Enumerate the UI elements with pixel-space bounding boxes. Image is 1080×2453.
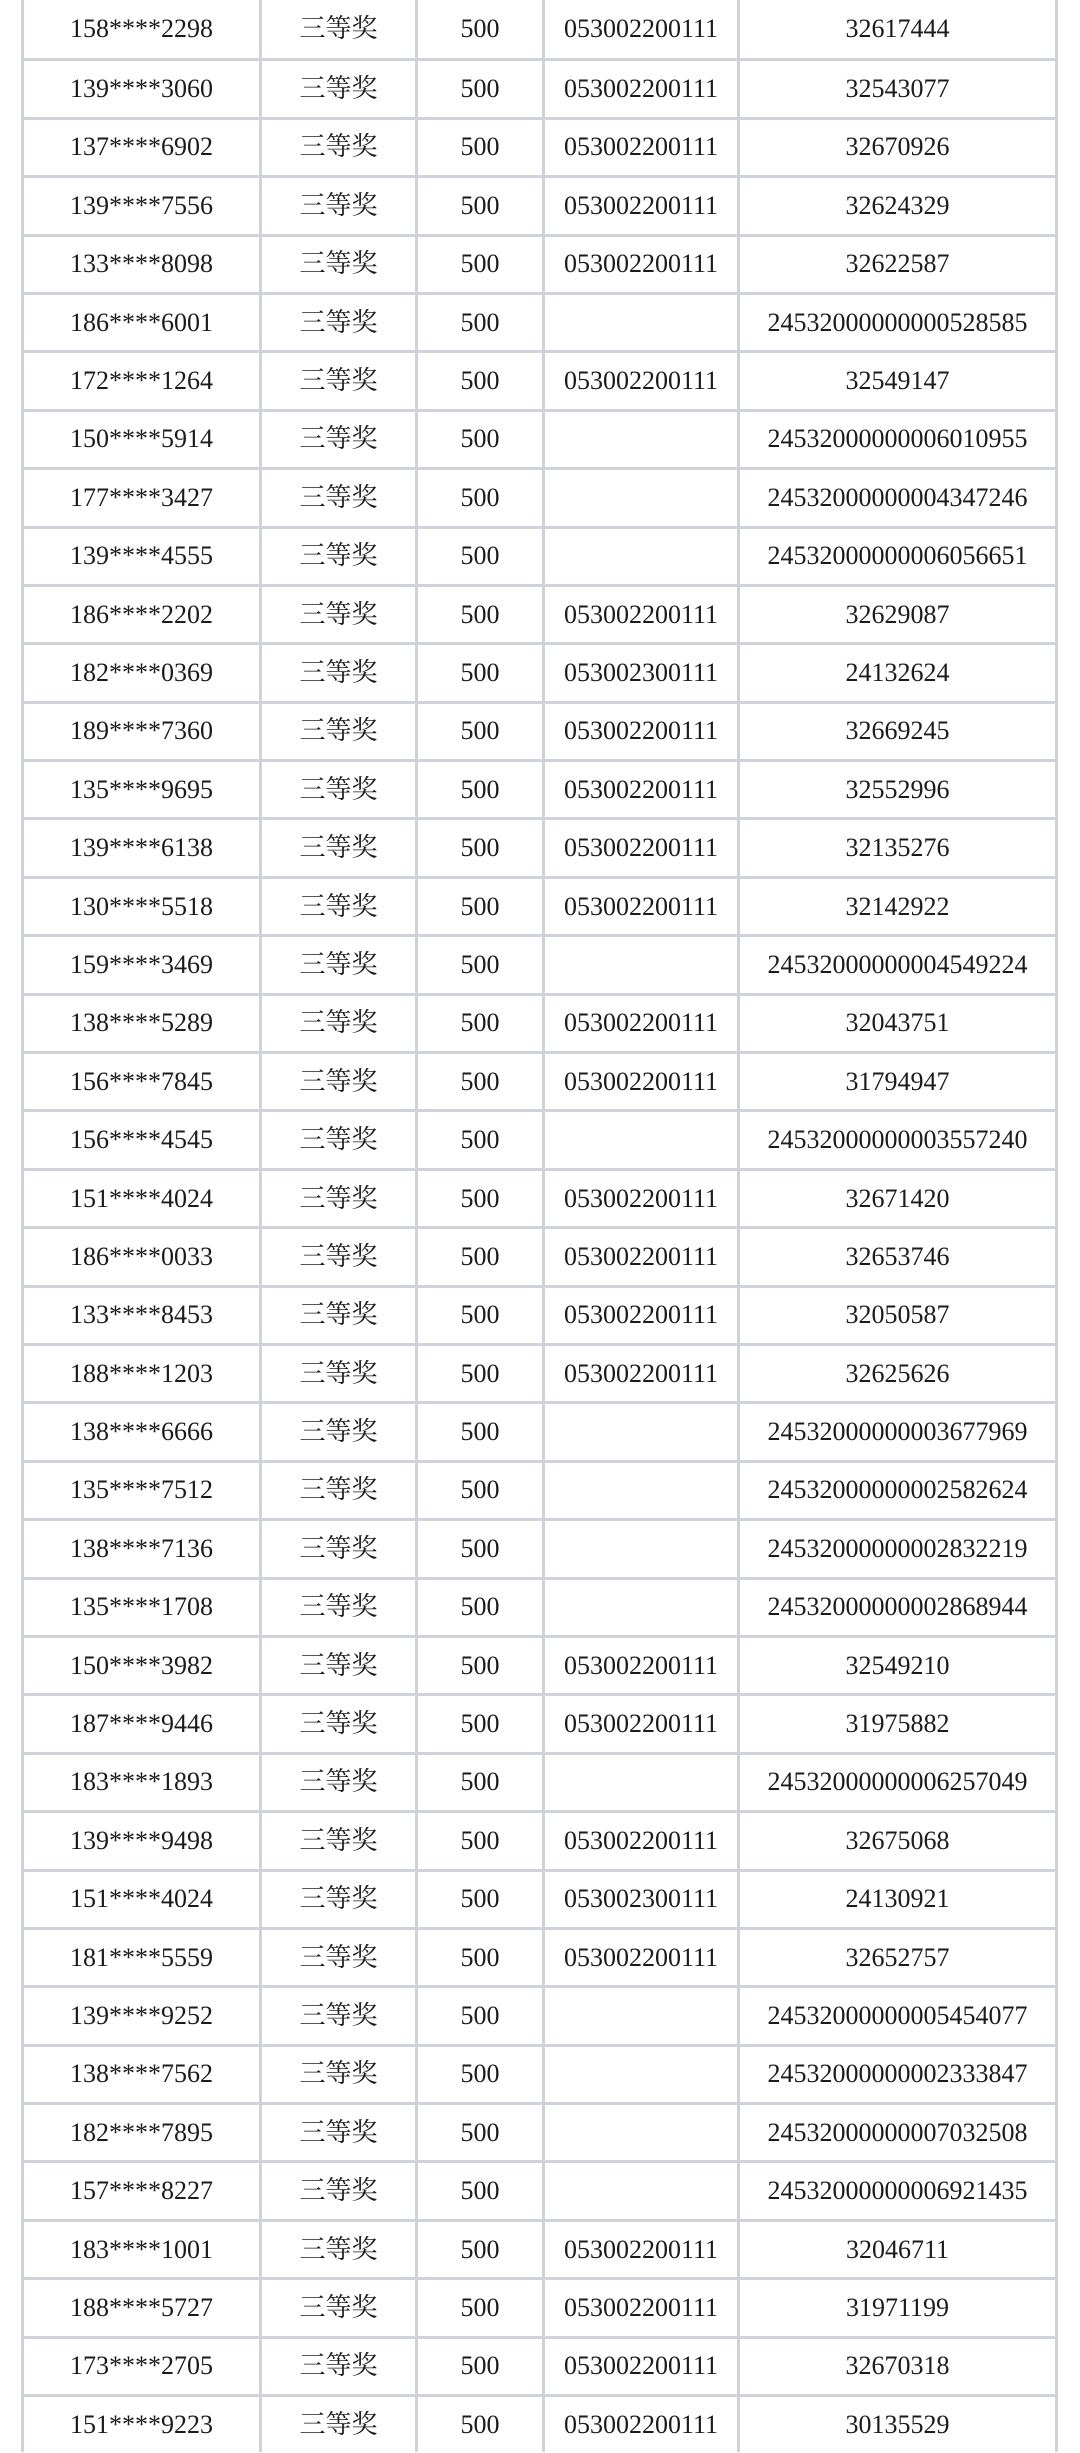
prize-level-cell: 三等奖 <box>259 237 415 292</box>
phone-cell: 139****4555 <box>21 529 259 584</box>
amount-cell: 500 <box>415 1872 542 1927</box>
number-cell: 32652757 <box>737 1930 1058 1985</box>
code-cell: 053002200111 <box>542 1171 737 1226</box>
code-cell <box>542 1112 737 1167</box>
number-cell: 24532000000005454077 <box>737 1988 1058 2043</box>
table-row <box>21 1635 1058 1693</box>
phone-cell: 188****5727 <box>21 2280 259 2335</box>
table-row <box>21 117 1058 175</box>
table-row <box>21 1577 1058 1635</box>
number-cell: 24532000000002333847 <box>737 2047 1058 2102</box>
phone-cell: 138****7562 <box>21 2047 259 2102</box>
prize-level-cell: 三等奖 <box>259 1521 415 1576</box>
prize-level-cell: 三等奖 <box>259 937 415 992</box>
prize-level-cell: 三等奖 <box>259 704 415 759</box>
phone-cell: 159****3469 <box>21 937 259 992</box>
code-cell <box>542 2105 737 2160</box>
amount-cell: 500 <box>415 237 542 292</box>
phone-cell: 156****4545 <box>21 1112 259 1167</box>
amount-cell: 500 <box>415 1171 542 1226</box>
prize-level-cell: 三等奖 <box>259 996 415 1051</box>
number-cell: 32675068 <box>737 1813 1058 1868</box>
number-cell: 32622587 <box>737 237 1058 292</box>
phone-cell: 139****9498 <box>21 1813 259 1868</box>
amount-cell: 500 <box>415 120 542 175</box>
code-cell: 053002200111 <box>542 996 737 1051</box>
amount-cell: 500 <box>415 704 542 759</box>
prize-level-cell: 三等奖 <box>259 1696 415 1751</box>
phone-cell: 139****9252 <box>21 1988 259 2043</box>
phone-cell: 186****6001 <box>21 295 259 350</box>
table-row <box>21 1985 1058 2043</box>
amount-cell: 500 <box>415 587 542 642</box>
table-row <box>21 1810 1058 1868</box>
prize-level-cell: 三等奖 <box>259 2222 415 2277</box>
amount-cell: 500 <box>415 879 542 934</box>
code-cell: 053002200111 <box>542 61 737 116</box>
code-cell: 053002200111 <box>542 0 737 58</box>
amount-cell: 500 <box>415 295 542 350</box>
table-row <box>21 642 1058 700</box>
prize-level-cell: 三等奖 <box>259 1930 415 1985</box>
number-cell: 24532000000002832219 <box>737 1521 1058 1576</box>
phone-cell: 158****2298 <box>21 0 259 58</box>
table-row <box>21 1285 1058 1343</box>
phone-cell: 138****7136 <box>21 1521 259 1576</box>
code-cell: 053002200111 <box>542 1813 737 1868</box>
table-row <box>21 1869 1058 1927</box>
phone-cell: 130****5518 <box>21 879 259 934</box>
table-row <box>21 2277 1058 2335</box>
amount-cell: 500 <box>415 1346 542 1401</box>
number-cell: 32543077 <box>737 61 1058 116</box>
prize-level-cell: 三等奖 <box>259 2163 415 2218</box>
amount-cell: 500 <box>415 2397 542 2452</box>
prize-level-cell: 三等奖 <box>259 1288 415 1343</box>
number-cell: 32050587 <box>737 1288 1058 1343</box>
number-cell: 31794947 <box>737 1054 1058 1109</box>
amount-cell: 500 <box>415 1404 542 1459</box>
code-cell: 053002200111 <box>542 2339 737 2394</box>
phone-cell: 182****7895 <box>21 2105 259 2160</box>
amount-cell: 500 <box>415 412 542 467</box>
code-cell: 053002200111 <box>542 1229 737 1284</box>
prize-level-cell: 三等奖 <box>259 1755 415 1810</box>
prize-level-cell: 三等奖 <box>259 61 415 116</box>
amount-cell: 500 <box>415 1054 542 1109</box>
prize-level-cell: 三等奖 <box>259 2047 415 2102</box>
table-row <box>21 817 1058 875</box>
code-cell: 053002300111 <box>542 1872 737 1927</box>
amount-cell: 500 <box>415 2163 542 2218</box>
code-cell: 053002200111 <box>542 587 737 642</box>
prize-level-cell: 三等奖 <box>259 1463 415 1518</box>
amount-cell: 500 <box>415 762 542 817</box>
amount-cell: 500 <box>415 1638 542 1693</box>
amount-cell: 500 <box>415 1696 542 1751</box>
phone-cell: 156****7845 <box>21 1054 259 1109</box>
number-cell: 24532000000003677969 <box>737 1404 1058 1459</box>
table-row <box>21 1927 1058 1985</box>
number-cell: 32624329 <box>737 178 1058 233</box>
code-cell <box>542 1463 737 1518</box>
amount-cell: 500 <box>415 1521 542 1576</box>
amount-cell: 500 <box>415 470 542 525</box>
table-row <box>21 2044 1058 2102</box>
amount-cell: 500 <box>415 2047 542 2102</box>
prize-level-cell: 三等奖 <box>259 762 415 817</box>
number-cell: 24532000000002582624 <box>737 1463 1058 1518</box>
amount-cell: 500 <box>415 1229 542 1284</box>
prize-level-cell: 三等奖 <box>259 295 415 350</box>
table-row <box>21 1460 1058 1518</box>
phone-cell: 138****5289 <box>21 996 259 1051</box>
prize-level-cell: 三等奖 <box>259 412 415 467</box>
phone-cell: 135****7512 <box>21 1463 259 1518</box>
phone-cell: 137****6902 <box>21 120 259 175</box>
table-row <box>21 1518 1058 1576</box>
prize-level-cell: 三等奖 <box>259 1404 415 1459</box>
amount-cell: 500 <box>415 2105 542 2160</box>
winners-table <box>21 0 1058 2453</box>
table-row <box>21 701 1058 759</box>
phone-cell: 186****0033 <box>21 1229 259 1284</box>
code-cell: 053002200111 <box>542 2222 737 2277</box>
code-cell: 053002300111 <box>542 645 737 700</box>
code-cell <box>542 1404 737 1459</box>
code-cell <box>542 295 737 350</box>
prize-level-cell: 三等奖 <box>259 1346 415 1401</box>
number-cell: 32670318 <box>737 2339 1058 2394</box>
number-cell: 32552996 <box>737 762 1058 817</box>
number-cell: 30135529 <box>737 2397 1058 2452</box>
number-cell: 32549147 <box>737 353 1058 408</box>
number-cell: 32142922 <box>737 879 1058 934</box>
amount-cell: 500 <box>415 1112 542 1167</box>
table-row <box>21 234 1058 292</box>
prize-level-cell: 三等奖 <box>259 1054 415 1109</box>
number-cell: 31975882 <box>737 1696 1058 1751</box>
prize-level-cell: 三等奖 <box>259 1580 415 1635</box>
amount-cell: 500 <box>415 937 542 992</box>
number-cell: 32671420 <box>737 1171 1058 1226</box>
code-cell <box>542 470 737 525</box>
code-cell <box>542 2163 737 2218</box>
table-row <box>21 2102 1058 2160</box>
table-row <box>21 350 1058 408</box>
number-cell: 24532000000006010955 <box>737 412 1058 467</box>
number-cell: 32135276 <box>737 820 1058 875</box>
prize-level-cell: 三等奖 <box>259 0 415 58</box>
code-cell: 053002200111 <box>542 353 737 408</box>
code-cell <box>542 529 737 584</box>
prize-level-cell: 三等奖 <box>259 353 415 408</box>
table-row <box>21 993 1058 1051</box>
table-row <box>21 2336 1058 2394</box>
phone-cell: 182****0369 <box>21 645 259 700</box>
table-row <box>21 1226 1058 1284</box>
amount-cell: 500 <box>415 0 542 58</box>
phone-cell: 172****1264 <box>21 353 259 408</box>
table-row <box>21 1109 1058 1167</box>
number-cell: 24532000000002868944 <box>737 1580 1058 1635</box>
number-cell: 24132624 <box>737 645 1058 700</box>
table-row <box>21 934 1058 992</box>
table-row <box>21 58 1058 116</box>
table-row <box>21 876 1058 934</box>
code-cell <box>542 1580 737 1635</box>
number-cell: 24532000000004347246 <box>737 470 1058 525</box>
number-cell: 32617444 <box>737 0 1058 58</box>
code-cell <box>542 1521 737 1576</box>
number-cell: 32625626 <box>737 1346 1058 1401</box>
table-row <box>21 175 1058 233</box>
code-cell: 053002200111 <box>542 1288 737 1343</box>
phone-cell: 186****2202 <box>21 587 259 642</box>
prize-level-cell: 三等奖 <box>259 1872 415 1927</box>
table-row <box>21 759 1058 817</box>
phone-cell: 133****8453 <box>21 1288 259 1343</box>
prize-level-cell: 三等奖 <box>259 2339 415 2394</box>
number-cell: 24532000000000528585 <box>737 295 1058 350</box>
phone-cell: 151****4024 <box>21 1872 259 1927</box>
table-row <box>21 1168 1058 1226</box>
number-cell: 32653746 <box>737 1229 1058 1284</box>
phone-cell: 151****9223 <box>21 2397 259 2452</box>
amount-cell: 500 <box>415 2339 542 2394</box>
amount-cell: 500 <box>415 645 542 700</box>
number-cell: 24130921 <box>737 1872 1058 1927</box>
prize-level-cell: 三等奖 <box>259 1638 415 1693</box>
phone-cell: 151****4024 <box>21 1171 259 1226</box>
phone-cell: 139****6138 <box>21 820 259 875</box>
table-row <box>21 526 1058 584</box>
prize-level-cell: 三等奖 <box>259 529 415 584</box>
prize-level-cell: 三等奖 <box>259 178 415 233</box>
prize-level-cell: 三等奖 <box>259 1112 415 1167</box>
number-cell: 32670926 <box>737 120 1058 175</box>
number-cell: 31971199 <box>737 2280 1058 2335</box>
number-cell: 24532000000006921435 <box>737 2163 1058 2218</box>
table-row <box>21 1752 1058 1810</box>
amount-cell: 500 <box>415 1988 542 2043</box>
table-row <box>21 1343 1058 1401</box>
amount-cell: 500 <box>415 178 542 233</box>
code-cell <box>542 937 737 992</box>
amount-cell: 500 <box>415 61 542 116</box>
prize-level-cell: 三等奖 <box>259 1813 415 1868</box>
code-cell: 053002200111 <box>542 120 737 175</box>
table-row <box>21 584 1058 642</box>
code-cell <box>542 412 737 467</box>
amount-cell: 500 <box>415 2222 542 2277</box>
amount-cell: 500 <box>415 1463 542 1518</box>
phone-cell: 183****1893 <box>21 1755 259 1810</box>
code-cell: 053002200111 <box>542 879 737 934</box>
code-cell: 053002200111 <box>542 1696 737 1751</box>
number-cell: 24532000000007032508 <box>737 2105 1058 2160</box>
phone-cell: 133****8098 <box>21 237 259 292</box>
amount-cell: 500 <box>415 1755 542 1810</box>
prize-level-cell: 三等奖 <box>259 2105 415 2160</box>
amount-cell: 500 <box>415 353 542 408</box>
prize-level-cell: 三等奖 <box>259 120 415 175</box>
phone-cell: 135****1708 <box>21 1580 259 1635</box>
number-cell: 32669245 <box>737 704 1058 759</box>
code-cell: 053002200111 <box>542 2397 737 2452</box>
phone-cell: 173****2705 <box>21 2339 259 2394</box>
table-row <box>21 2219 1058 2277</box>
table-row <box>21 0 1058 58</box>
phone-cell: 139****3060 <box>21 61 259 116</box>
amount-cell: 500 <box>415 2280 542 2335</box>
table-row <box>21 409 1058 467</box>
number-cell: 32043751 <box>737 996 1058 1051</box>
number-cell: 24532000000003557240 <box>737 1112 1058 1167</box>
phone-cell: 188****1203 <box>21 1346 259 1401</box>
prize-level-cell: 三等奖 <box>259 587 415 642</box>
code-cell: 053002200111 <box>542 178 737 233</box>
code-cell: 053002200111 <box>542 1638 737 1693</box>
code-cell: 053002200111 <box>542 237 737 292</box>
phone-cell: 181****5559 <box>21 1930 259 1985</box>
prize-level-cell: 三等奖 <box>259 1988 415 2043</box>
number-cell: 32629087 <box>737 587 1058 642</box>
phone-cell: 189****7360 <box>21 704 259 759</box>
table-row <box>21 2160 1058 2218</box>
code-cell: 053002200111 <box>542 1930 737 1985</box>
prize-level-cell: 三等奖 <box>259 470 415 525</box>
number-cell: 32046711 <box>737 2222 1058 2277</box>
phone-cell: 139****7556 <box>21 178 259 233</box>
amount-cell: 500 <box>415 1930 542 1985</box>
phone-cell: 150****3982 <box>21 1638 259 1693</box>
table-row <box>21 1693 1058 1751</box>
prize-level-cell: 三等奖 <box>259 820 415 875</box>
amount-cell: 500 <box>415 1288 542 1343</box>
code-cell <box>542 2047 737 2102</box>
prize-level-cell: 三等奖 <box>259 1229 415 1284</box>
amount-cell: 500 <box>415 529 542 584</box>
phone-cell: 187****9446 <box>21 1696 259 1751</box>
code-cell <box>542 1988 737 2043</box>
phone-cell: 135****9695 <box>21 762 259 817</box>
table-row <box>21 1401 1058 1459</box>
amount-cell: 500 <box>415 996 542 1051</box>
phone-cell: 157****8227 <box>21 2163 259 2218</box>
table-row <box>21 2394 1058 2452</box>
number-cell: 24532000000006056651 <box>737 529 1058 584</box>
prize-level-cell: 三等奖 <box>259 2397 415 2452</box>
phone-cell: 183****1001 <box>21 2222 259 2277</box>
phone-cell: 177****3427 <box>21 470 259 525</box>
code-cell: 053002200111 <box>542 2280 737 2335</box>
number-cell: 24532000000006257049 <box>737 1755 1058 1810</box>
phone-cell: 150****5914 <box>21 412 259 467</box>
phone-cell: 138****6666 <box>21 1404 259 1459</box>
code-cell <box>542 1755 737 1810</box>
table-row <box>21 1051 1058 1109</box>
amount-cell: 500 <box>415 1580 542 1635</box>
prize-level-cell: 三等奖 <box>259 879 415 934</box>
code-cell: 053002200111 <box>542 1346 737 1401</box>
code-cell: 053002200111 <box>542 820 737 875</box>
code-cell: 053002200111 <box>542 1054 737 1109</box>
amount-cell: 500 <box>415 820 542 875</box>
amount-cell: 500 <box>415 1813 542 1868</box>
code-cell: 053002200111 <box>542 704 737 759</box>
table-row <box>21 467 1058 525</box>
number-cell: 24532000000004549224 <box>737 937 1058 992</box>
table-row <box>21 292 1058 350</box>
prize-level-cell: 三等奖 <box>259 2280 415 2335</box>
prize-level-cell: 三等奖 <box>259 1171 415 1226</box>
prize-level-cell: 三等奖 <box>259 645 415 700</box>
number-cell: 32549210 <box>737 1638 1058 1693</box>
code-cell: 053002200111 <box>542 762 737 817</box>
